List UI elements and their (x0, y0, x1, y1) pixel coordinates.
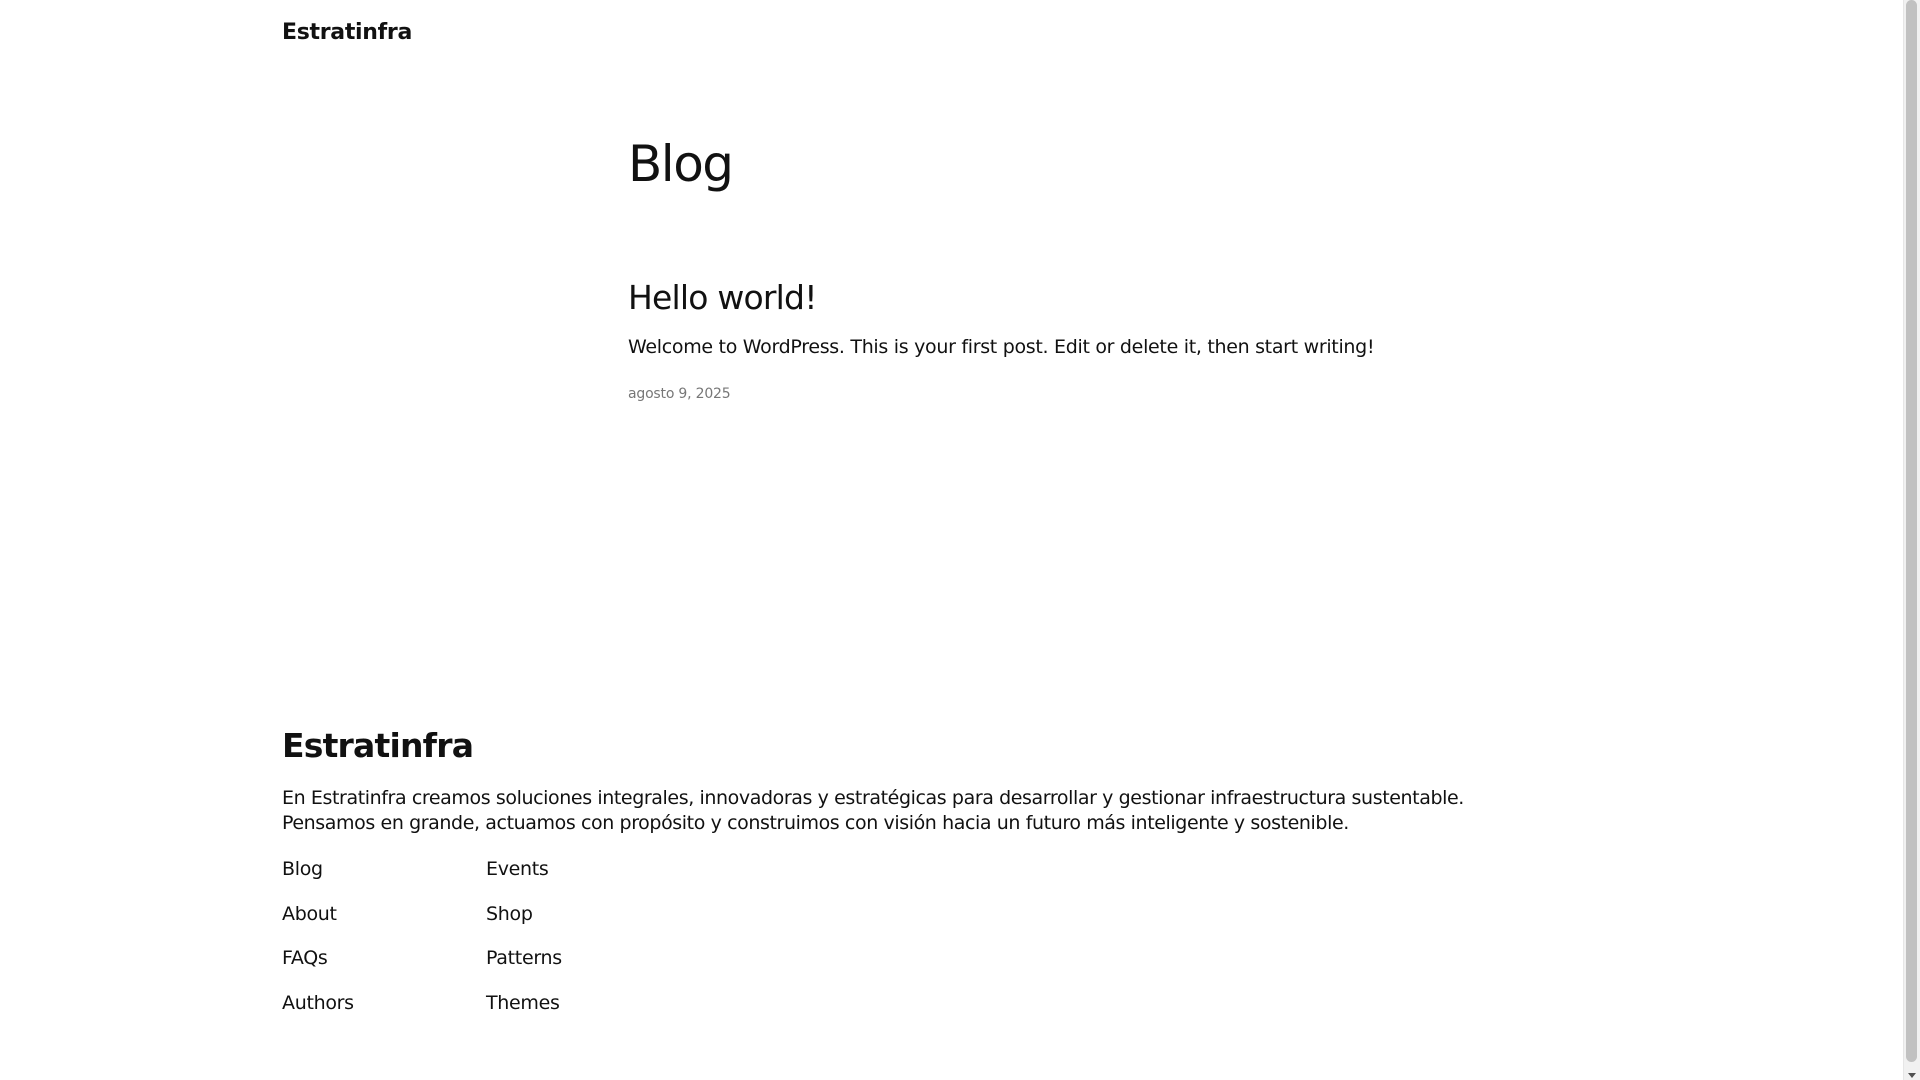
site-title-link[interactable]: Estratinfra (282, 20, 413, 45)
footer-site-title: Estratinfra (282, 726, 474, 765)
footer-navigation (282, 856, 690, 1034)
post-date: agosto 9, 2025 (628, 386, 731, 403)
footer-nav-column-1 (282, 856, 486, 1034)
footer-link-faqs[interactable]: FAQs (282, 947, 328, 969)
footer-link-blog[interactable]: Blog (282, 858, 323, 880)
footer-link-shop[interactable]: Shop (486, 902, 533, 925)
page-title: Blog (628, 135, 733, 193)
post-item (628, 278, 1628, 402)
post-title-link[interactable]: Hello world! (628, 278, 817, 317)
scrollbar-thumb[interactable] (1906, 0, 1917, 1062)
footer-link-authors[interactable]: Authors (282, 991, 354, 1014)
footer-link-events[interactable]: Events (486, 858, 549, 880)
footer-link-themes[interactable]: Themes (486, 991, 560, 1014)
footer-description: En Estratinfra creamos soluciones integrales, innovadoras y estratégicas para desarrollar y gestionar infraestructura sustentable. Pensamos en grande, actuamos con propósito y construimos con visión hacia un futuro más inteligente y sostenible. (282, 787, 1464, 835)
vertical-scrollbar[interactable] (1903, 0, 1920, 1080)
chevron-down-icon[interactable] (1908, 1073, 1916, 1078)
post-excerpt: Welcome to WordPress. This is your first post. Edit or delete it, then start writing! (628, 335, 1375, 358)
footer-link-about[interactable]: About (282, 902, 337, 925)
footer-link-patterns[interactable]: Patterns (486, 947, 562, 969)
footer-nav-column-2 (486, 856, 690, 1034)
